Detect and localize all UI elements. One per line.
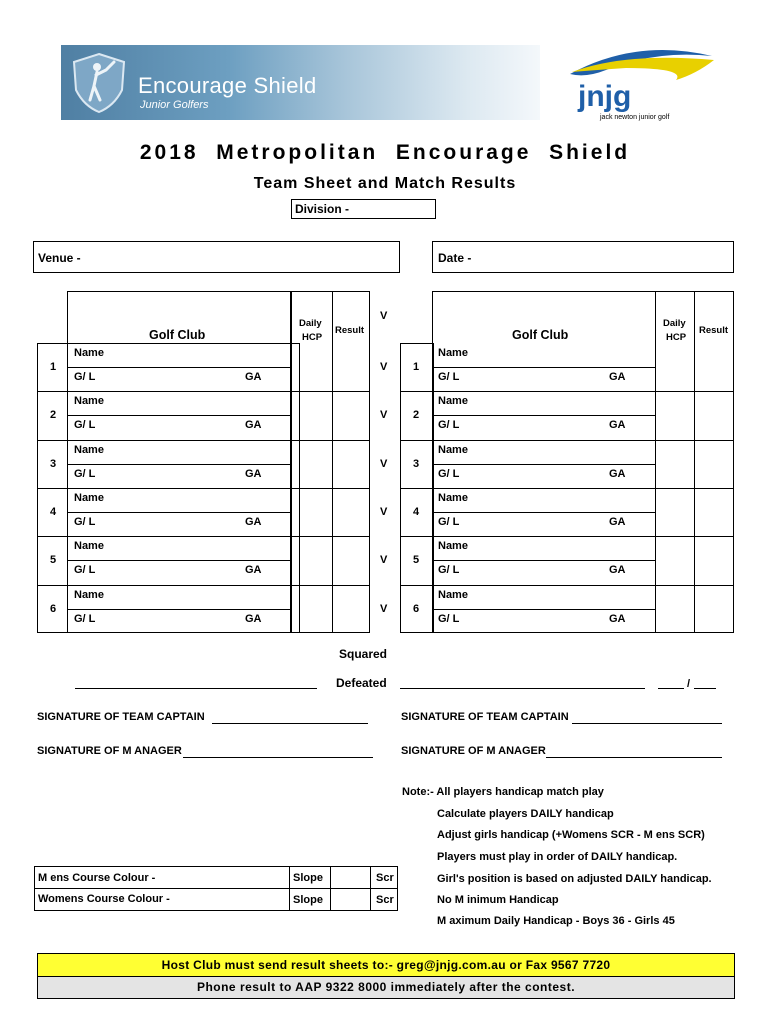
venue-field[interactable] xyxy=(33,241,400,273)
score-separator: / xyxy=(687,678,691,690)
away-daily-hcp-input[interactable] xyxy=(655,488,695,536)
away-gl-label: G/ L xyxy=(438,371,460,383)
away-name-line[interactable] xyxy=(432,609,656,610)
womens-course-label: Womens Course Colour - xyxy=(38,893,170,905)
home-result-input[interactable] xyxy=(333,440,370,488)
division-label: Division - xyxy=(295,202,350,216)
home-daily-hcp-input[interactable] xyxy=(291,488,333,536)
away-daily-hcp-input[interactable] xyxy=(655,343,695,391)
away-name-label: Name xyxy=(438,395,468,408)
home-name-label: Name xyxy=(74,540,104,553)
away-name-label: Name xyxy=(438,443,468,456)
away-name-label: Name xyxy=(438,540,468,553)
home-daily-hcp-input[interactable] xyxy=(291,440,333,488)
home-name-label: Name xyxy=(74,395,104,408)
home-name-line[interactable] xyxy=(67,464,291,465)
away-gl-label: G/ L xyxy=(438,515,460,528)
womens-scr-label: Scr xyxy=(376,894,394,906)
division-field[interactable] xyxy=(291,199,436,219)
versus-label: V xyxy=(380,554,388,567)
away-ga-label: GA xyxy=(609,371,626,383)
note-line-1: Note:- All players handicap match play xyxy=(402,786,604,798)
date-field[interactable] xyxy=(432,241,734,273)
away-daily-hcp-input[interactable] xyxy=(655,585,695,633)
home-result-label: Result xyxy=(335,325,365,336)
away-daily-hcp-input[interactable] xyxy=(655,440,695,488)
home-player-number: 6 xyxy=(50,602,57,615)
away-ga-label: GA xyxy=(609,467,626,480)
manager-signature-label-home: SIGNATURE OF M ANAGER xyxy=(37,745,182,757)
home-daily-hcp-input[interactable] xyxy=(291,343,333,391)
away-gl-label: G/ L xyxy=(438,564,460,577)
logo-tagline: jack newton junior golf xyxy=(600,114,670,121)
note-line-5: Girl's position is based on adjusted DAILY handicap. xyxy=(437,873,712,885)
away-player-number: 3 xyxy=(413,457,420,470)
home-name-line[interactable] xyxy=(67,609,291,610)
home-player-number: 2 xyxy=(50,409,57,422)
away-result-label: Result xyxy=(699,325,729,336)
home-daily-hcp-input[interactable] xyxy=(291,585,333,633)
date-label: Date - xyxy=(438,251,472,265)
mens-slope-label: Slope xyxy=(293,872,323,884)
venue-label: Venue - xyxy=(38,251,81,265)
home-ga-label: GA xyxy=(245,515,262,528)
away-golf-club-cell[interactable] xyxy=(432,291,656,633)
away-daily-hcp-input[interactable] xyxy=(655,536,695,584)
captain-signature-label-away: SIGNATURE OF TEAM CAPTAIN xyxy=(401,711,569,723)
home-result-input[interactable] xyxy=(333,488,370,536)
away-name-label: Name xyxy=(438,588,468,601)
home-golf-club-label: Golf Club xyxy=(149,328,206,342)
home-ga-label: GA xyxy=(245,467,262,480)
away-name-line[interactable] xyxy=(432,512,656,513)
home-daily-label: Daily xyxy=(299,318,322,329)
home-player-number: 5 xyxy=(50,554,57,567)
manager-signature-line-home[interactable] xyxy=(183,757,373,758)
home-player-number: 1 xyxy=(50,361,57,373)
away-result-input[interactable] xyxy=(694,536,734,584)
home-gl-label: G/ L xyxy=(74,467,96,480)
defeated-away-line[interactable] xyxy=(400,688,645,689)
send-results-banner: Host Club must send result sheets to:- greg@jnjg.com.au or Fax 9567 7720 xyxy=(37,953,735,977)
manager-signature-line-away[interactable] xyxy=(546,757,722,758)
note-line-6: No M inimum Handicap xyxy=(437,894,559,906)
away-name-line[interactable] xyxy=(432,367,656,368)
defeated-home-line[interactable] xyxy=(75,688,317,689)
home-name-line[interactable] xyxy=(67,415,291,416)
home-result-input[interactable] xyxy=(333,391,370,439)
home-gl-label: G/ L xyxy=(74,371,96,383)
jnjg-logo xyxy=(566,44,716,122)
home-player-number: 4 xyxy=(50,505,57,518)
note-line-7: M aximum Daily Handicap - Boys 36 - Girls 45 xyxy=(437,915,675,927)
away-result-input[interactable] xyxy=(694,488,734,536)
away-name-line[interactable] xyxy=(432,464,656,465)
away-ga-label: GA xyxy=(609,612,626,625)
away-name-line[interactable] xyxy=(432,415,656,416)
home-name-line[interactable] xyxy=(67,367,291,368)
squared-label: Squared xyxy=(339,647,388,661)
away-player-number: 5 xyxy=(413,554,420,567)
mens-scr-label: Scr xyxy=(376,872,394,884)
home-hcp-label: HCP xyxy=(302,332,323,343)
home-gl-label: G/ L xyxy=(74,564,96,577)
away-player-number: 2 xyxy=(413,409,420,422)
home-name-line[interactable] xyxy=(67,560,291,561)
versus-label: V xyxy=(380,602,388,615)
home-gl-label: G/ L xyxy=(74,515,96,528)
home-ga-label: GA xyxy=(245,612,262,625)
home-golf-club-cell[interactable] xyxy=(67,291,291,633)
page-title: 2018 Metropolitan Encourage Shield xyxy=(139,141,631,164)
away-ga-label: GA xyxy=(609,515,626,528)
away-result-input[interactable] xyxy=(694,391,734,439)
versus-header-label: V xyxy=(380,310,388,322)
manager-signature-label-away: SIGNATURE OF M ANAGER xyxy=(401,745,546,757)
away-name-label: Name xyxy=(438,491,468,504)
versus-label: V xyxy=(380,457,388,470)
home-gl-label: G/ L xyxy=(74,612,96,625)
away-player-number: 6 xyxy=(413,602,420,615)
away-ga-label: GA xyxy=(609,564,626,577)
womens-slope-input[interactable] xyxy=(330,888,370,911)
away-daily-label: Daily xyxy=(663,318,686,329)
away-name-label: Name xyxy=(438,347,468,359)
versus-label: V xyxy=(380,409,388,422)
away-hcp-label: HCP xyxy=(666,332,687,343)
captain-signature-line-home[interactable] xyxy=(212,723,368,724)
course-table-col-3 xyxy=(370,866,371,911)
home-result-input[interactable] xyxy=(333,585,370,633)
away-gl-label: G/ L xyxy=(438,419,460,432)
banner-subtitle: Junior Golfers xyxy=(140,99,209,111)
away-result-input[interactable] xyxy=(694,440,734,488)
note-line-4: Players must play in order of DAILY handicap. xyxy=(437,851,678,863)
shield-golfer-icon xyxy=(70,52,128,114)
page-subtitle: Team Sheet and Match Results xyxy=(253,175,517,192)
course-table-col-1 xyxy=(289,866,290,911)
home-daily-hcp-input[interactable] xyxy=(291,536,333,584)
mens-slope-input[interactable] xyxy=(330,866,370,888)
phone-results-banner: Phone result to AAP 9322 8000 immediately after the contest. xyxy=(37,977,735,999)
womens-slope-label: Slope xyxy=(293,894,323,906)
away-result-input[interactable] xyxy=(694,585,734,633)
away-player-number: 4 xyxy=(413,505,420,518)
away-gl-label: G/ L xyxy=(438,467,460,480)
away-golf-club-label: Golf Club xyxy=(512,328,569,342)
defeated-label: Defeated xyxy=(336,676,387,690)
home-name-label: Name xyxy=(74,443,104,456)
score-right-line[interactable] xyxy=(694,688,716,689)
logo-text: jnjg xyxy=(578,80,632,113)
home-ga-label: GA xyxy=(245,419,262,432)
home-name-label: Name xyxy=(74,491,104,504)
home-result-input[interactable] xyxy=(333,343,370,391)
mens-course-label: M ens Course Colour - xyxy=(38,872,156,884)
away-gl-label: G/ L xyxy=(438,612,460,625)
captain-signature-label-home: SIGNATURE OF TEAM CAPTAIN xyxy=(37,711,205,723)
home-daily-hcp-input[interactable] xyxy=(291,391,333,439)
score-left-line[interactable] xyxy=(658,688,684,689)
home-gl-label: G/ L xyxy=(74,419,96,432)
away-name-line[interactable] xyxy=(432,560,656,561)
versus-label: V xyxy=(380,361,388,373)
note-line-3: Adjust girls handicap (+Womens SCR - M ens SCR) xyxy=(437,829,705,841)
captain-signature-line-away[interactable] xyxy=(572,723,722,724)
away-ga-label: GA xyxy=(609,419,626,432)
note-line-2: Calculate players DAILY handicap xyxy=(437,808,614,820)
home-player-number: 3 xyxy=(50,457,57,470)
away-daily-hcp-input[interactable] xyxy=(655,391,695,439)
versus-label: V xyxy=(380,505,388,518)
home-name-label: Name xyxy=(74,588,104,601)
home-ga-label: GA xyxy=(245,564,262,577)
home-ga-label: GA xyxy=(245,371,262,383)
home-name-line[interactable] xyxy=(67,512,291,513)
home-name-label: Name xyxy=(74,347,104,359)
banner-title: Encourage Shield xyxy=(138,73,317,98)
away-result-input[interactable] xyxy=(694,343,734,391)
home-result-input[interactable] xyxy=(333,536,370,584)
away-player-number: 1 xyxy=(413,361,420,373)
